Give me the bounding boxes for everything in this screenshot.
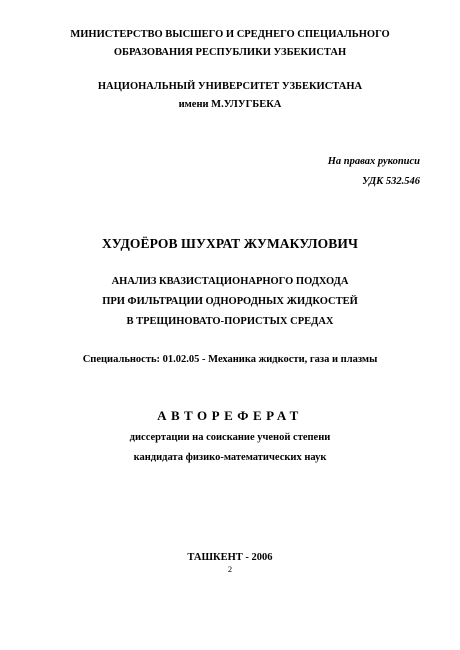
page-number: 2 (227, 564, 233, 574)
author-name: ХУДОЁРОВ ШУХРАТ ЖУМАКУЛОВИЧ (102, 236, 358, 251)
ministry-line-1: МИНИСТЕРСТВО ВЫСШЕГО И СРЕДНЕГО СПЕЦИАЛЬНОГО (70, 29, 390, 40)
title-line-2: ПРИ ФИЛЬТРАЦИИ ОДНОРОДНЫХ ЖИДКОСТЕЙ (102, 296, 358, 307)
city-year: ТАШКЕНТ - 2006 (187, 552, 273, 563)
title-line-3: В ТРЕЩИНОВАТО-ПОРИСТЫХ СРЕДАХ (126, 316, 334, 327)
title-line-1: АНАЛИЗ КВАЗИСТАЦИОНАРНОГО ПОДХОДА (111, 276, 349, 287)
avtoreferat-line-1: диссертации на соискание ученой степени (129, 432, 331, 443)
ministry-line-2: ОБРАЗОВАНИЯ РЕСПУБЛИКИ УЗБЕКИСТАН (113, 47, 347, 58)
university-line-2: имени М.УЛУГБЕКА (178, 99, 282, 110)
avtoreferat-line-2: кандидата физико-математических наук (133, 452, 327, 463)
manuscript-rights: На правах рукописи (327, 156, 420, 167)
university-line-1: НАЦИОНАЛЬНЫЙ УНИВЕРСИТЕТ УЗБЕКИСТАНА (97, 81, 363, 92)
specialty: Специальность: 01.02.05 - Механика жидкости, газа и плазмы (82, 354, 378, 365)
avtoreferat-heading: АВТОРЕФЕРАТ (157, 408, 303, 423)
udk-code: УДК 532.546 (362, 176, 420, 187)
